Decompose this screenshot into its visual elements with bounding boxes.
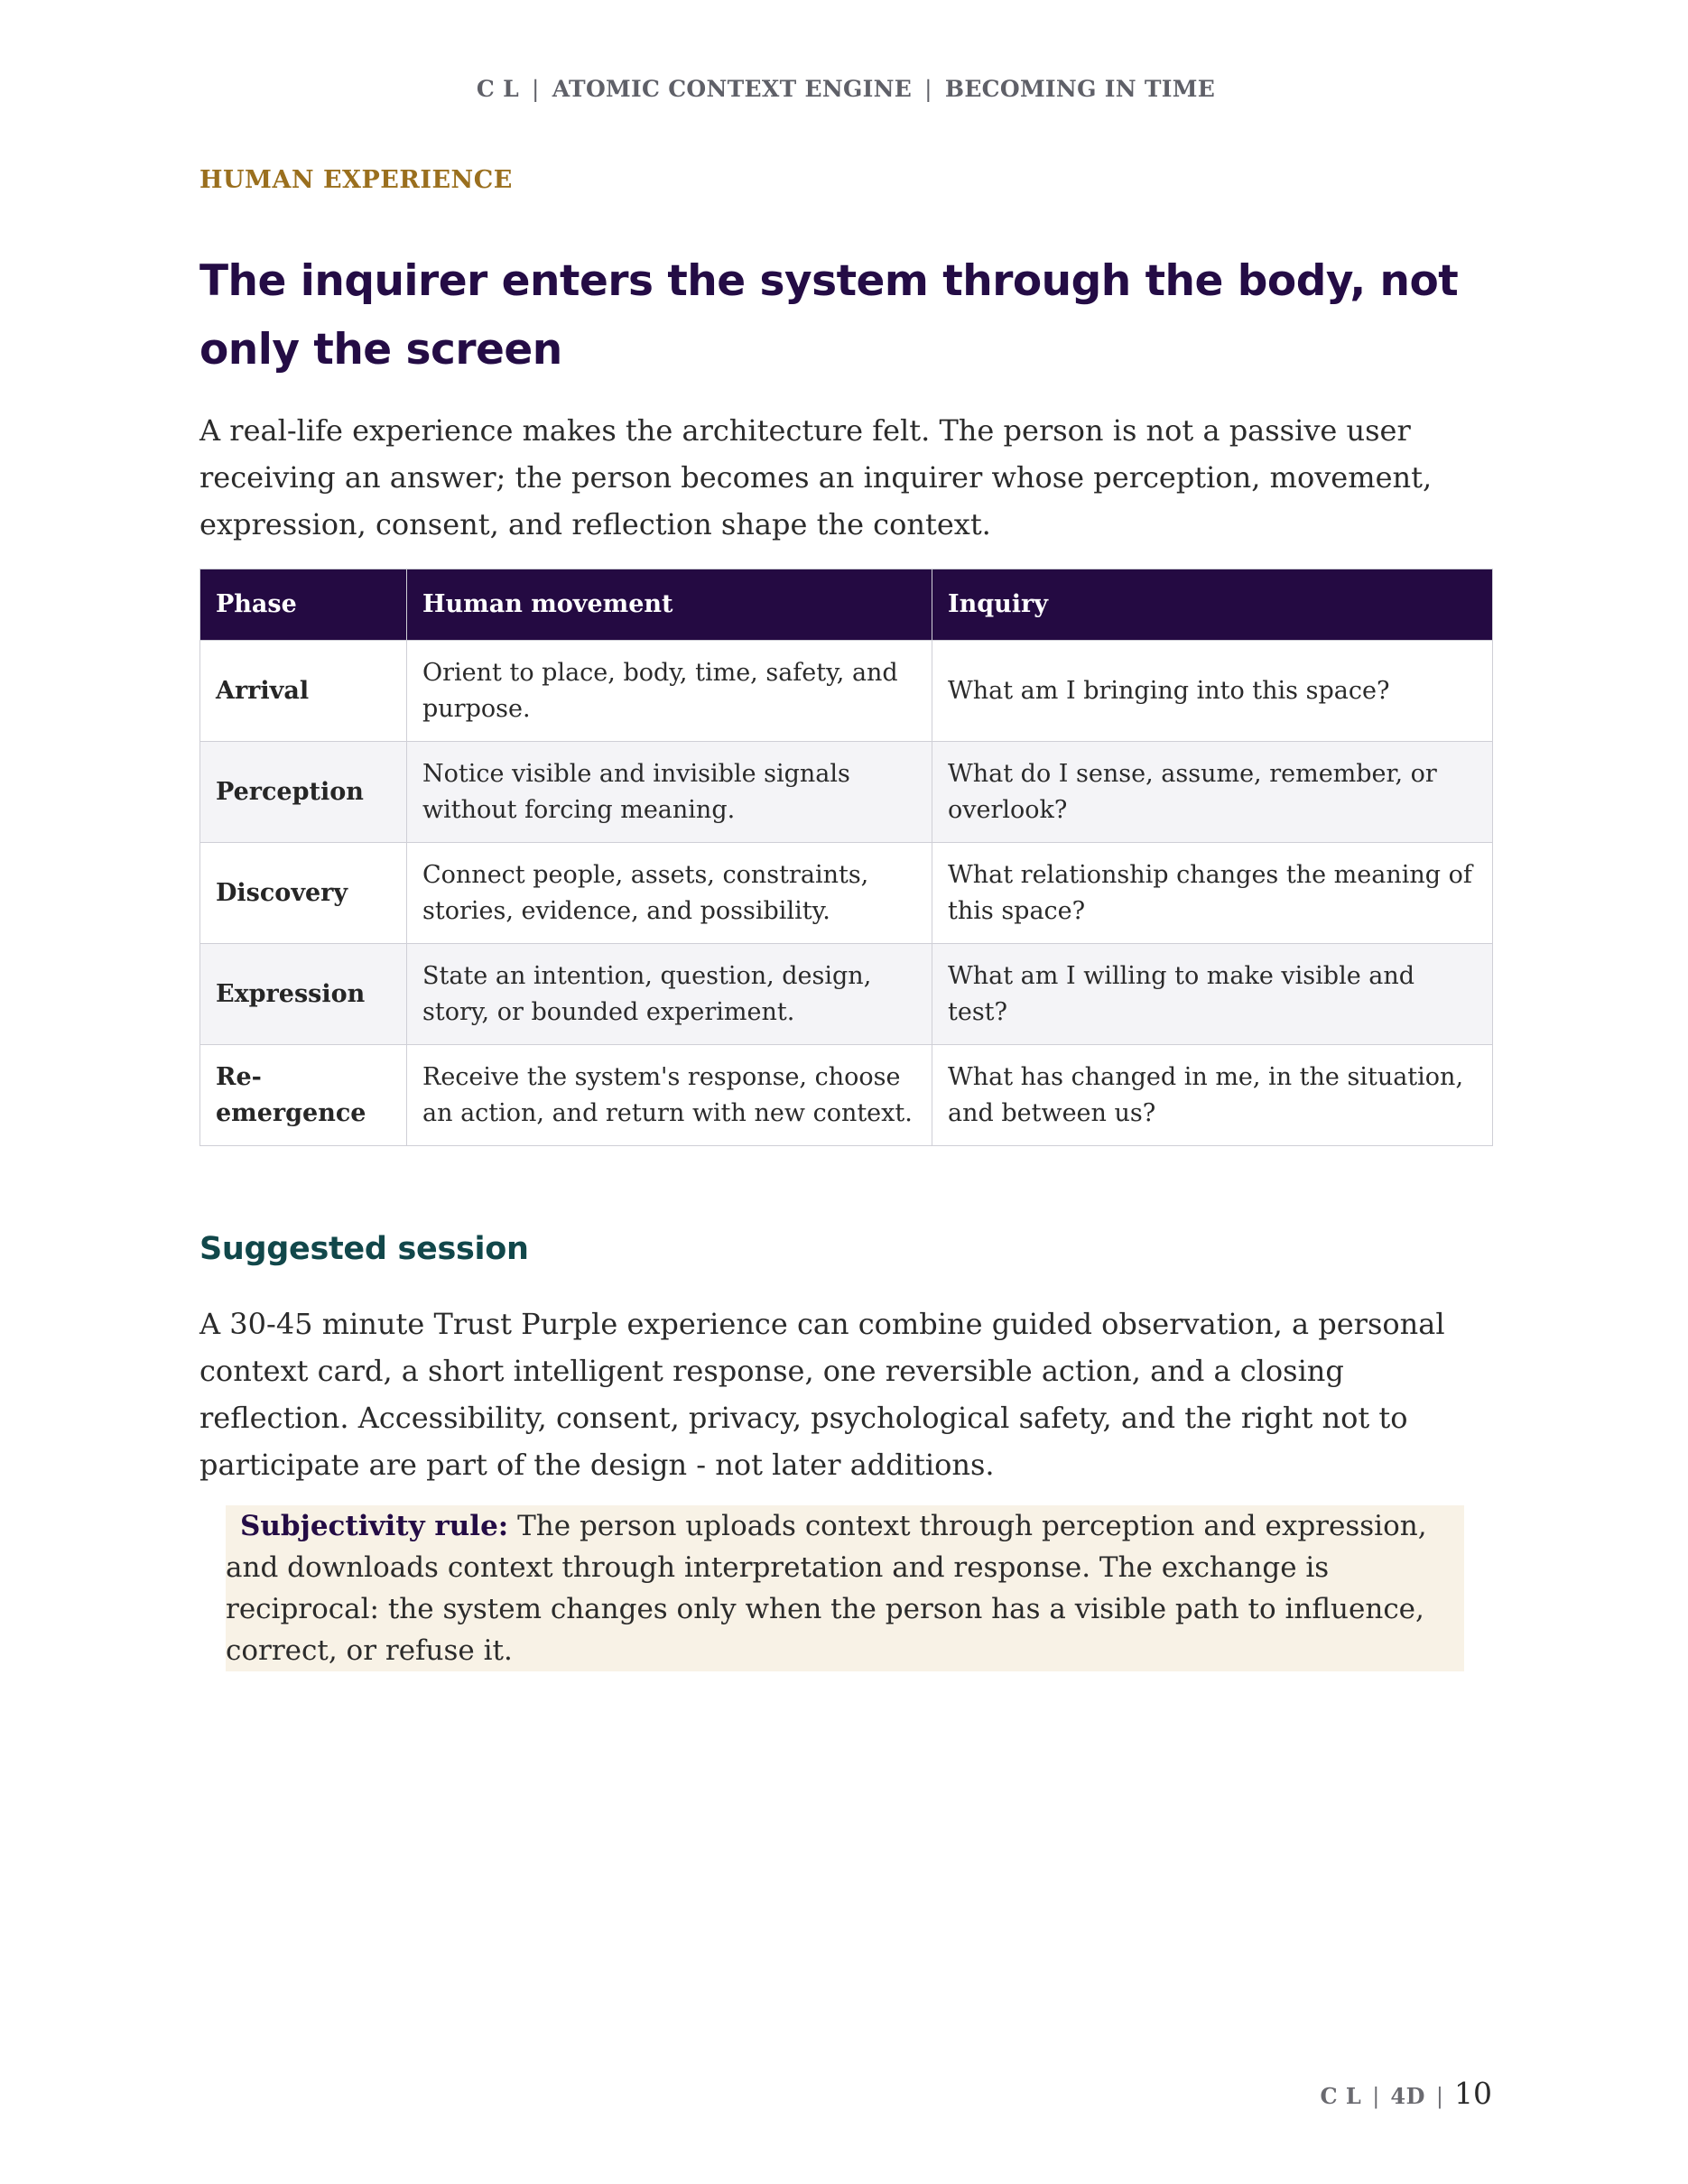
header-engine-title: ATOMIC CONTEXT ENGINE: [552, 76, 913, 102]
phase-cell: Perception: [200, 742, 407, 843]
phase-cell: Re-emergence: [200, 1045, 407, 1146]
movement-cell: Connect people, assets, constraints, stories, evidence, and possibility.: [407, 843, 932, 944]
movement-cell: Orient to place, body, time, safety, and purpose.: [407, 641, 932, 742]
table-header-row: [200, 569, 1493, 641]
inquiry-cell: What do I sense, assume, remember, or overlook?: [932, 742, 1493, 843]
intro-paragraph: A real-life experience makes the architecture felt. The person is not a passive user receiving an answer; the person becomes an inquirer whose perception, movement, expression, consent, and reflection shape the context.: [199, 413, 1433, 541]
inquiry-cell: What am I bringing into this space?: [932, 641, 1493, 742]
document-page: [199, 0, 1492, 2184]
movement-cell: State an intention, question, design, story, or bounded experiment.: [407, 944, 932, 1045]
inquiry-cell: What relationship changes the meaning of this space?: [932, 843, 1493, 944]
callout-text: The person uploads context through perception and expression, and downloads context through interpretation and response. The exchange is reciprocal: the system changes only when the person has a visible path to influence, correct, or refuse it.: [226, 1510, 1427, 1667]
footer-separator: |: [1372, 2084, 1380, 2109]
subjectivity-callout: [226, 1505, 1464, 1671]
header-separator: |: [531, 76, 540, 102]
inquiry-cell: What has changed in me, in the situation, and between us?: [932, 1045, 1493, 1146]
footer-separator: |: [1435, 2084, 1443, 2109]
phases-table: [199, 569, 1493, 1146]
table-row: [200, 843, 1493, 944]
header-subtitle: BECOMING IN TIME: [944, 76, 1216, 102]
page-footer: [1320, 2076, 1492, 2111]
movement-cell: Notice visible and invisible signals without forcing meaning.: [407, 742, 932, 843]
column-header-movement: Human movement: [407, 569, 932, 641]
table-row: [200, 1045, 1493, 1146]
table-row: [200, 742, 1493, 843]
page-number: 10: [1454, 2076, 1492, 2111]
header-initials: C L: [476, 76, 519, 102]
column-header-inquiry: Inquiry: [932, 569, 1493, 641]
table-row: [200, 944, 1493, 1045]
page-title: The inquirer enters the system through the body, not only the screen: [199, 256, 1459, 375]
section-subheading: Suggested session: [199, 1231, 529, 1267]
table-row: [200, 641, 1493, 742]
inquiry-cell: What am I willing to make visible and test?: [932, 944, 1493, 1045]
callout-label: Subjectivity rule:: [240, 1510, 509, 1542]
phase-cell: Arrival: [200, 641, 407, 742]
phase-cell: Discovery: [200, 843, 407, 944]
footer-initials: C L: [1320, 2083, 1362, 2109]
session-paragraph: A 30-45 minute Trust Purple experience can combine guided observation, a personal context card, a short intelligent response, one reversible action, and a closing reflection. Accessibility, consent, privacy, psychological safety, and the right not to participate are part of the design - not later additions.: [199, 1307, 1445, 1482]
column-header-phase: Phase: [200, 569, 407, 641]
footer-section: 4D: [1390, 2083, 1425, 2109]
running-header: [199, 76, 1492, 102]
movement-cell: Receive the system's response, choose an action, and return with new context.: [407, 1045, 932, 1146]
section-label: HUMAN EXPERIENCE: [199, 166, 513, 194]
phase-cell: Expression: [200, 944, 407, 1045]
header-separator: |: [924, 76, 932, 102]
